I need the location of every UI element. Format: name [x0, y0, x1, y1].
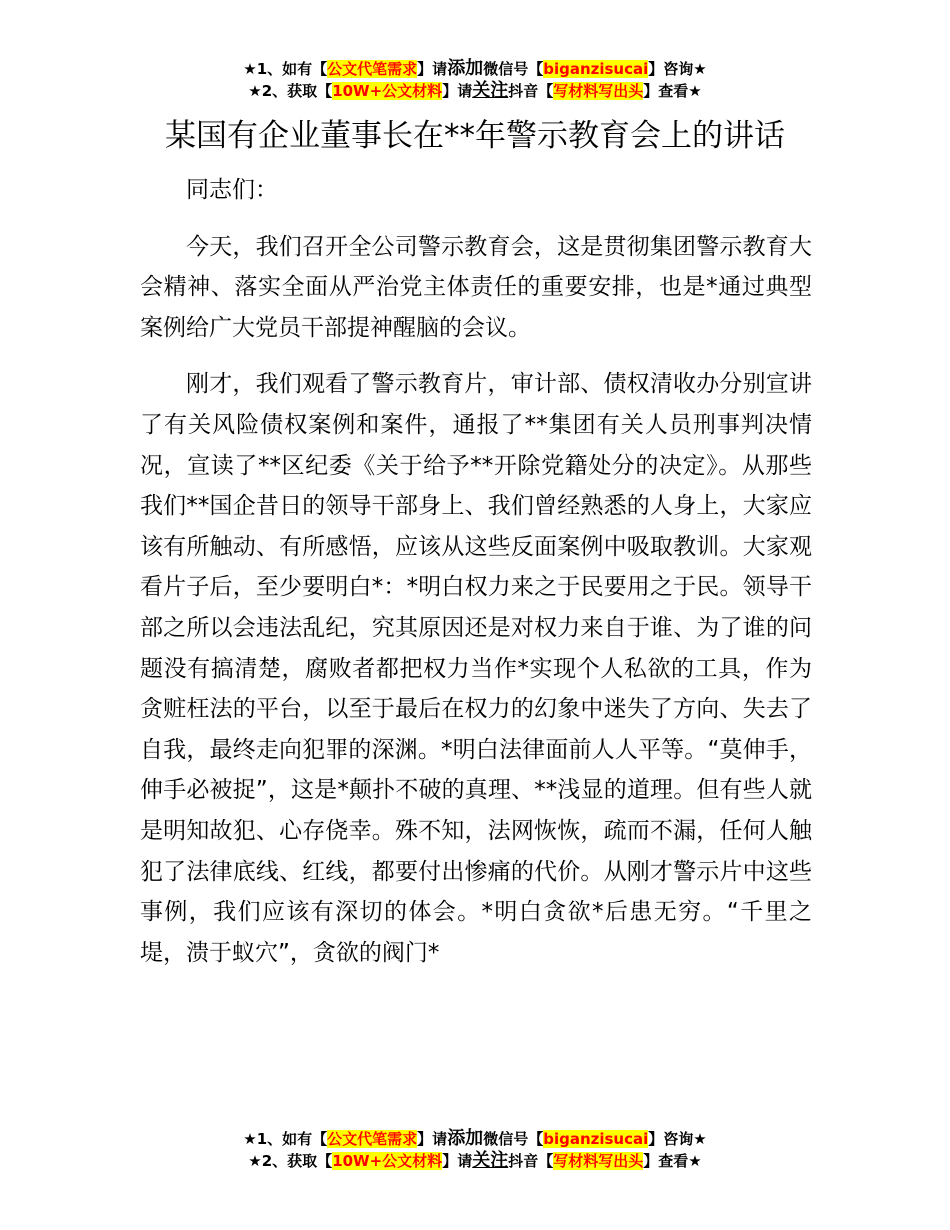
promo-text: 微信号【 — [483, 60, 544, 78]
paragraph: 刚才，我们观看了警示教育片，审计部、债权清收办分别宣讲了有关风险债权案例和案件，通报了**集团有关人员刑事判决情况，宣读了**区纪委《关于给予**开除党籍处分的决定》。从那些我们**国企昔日的领导干部身上、我们曾经熟悉的人身上，大家应该有所触动、有所感悟，应该从这些反面案例中吸取教训。大家观看片子后，至少要明白*：*明白权力来之于民要用之于民。领导干部之所以会违法乱纪，究其原因还是对权力来自于谁、为了谁的问题没有搞清楚，腐败者都把权力当作*实现个人私欲的工具，作为贪赃枉法的平台，以至于最后在权力的幻象中迷失了方向、失去了自我，最终走向犯罪的深渊。*明白法律面前人人平等。“莫伸手，伸手必被捉”，这是*颠扑不破的真理、**浅显的道理。但有些人就是明知故犯、心存侥幸。殊不知，法网恢恢，疏而不漏，任何人触犯了法律底线、红线，都要付出惨痛的代价。从刚才警示片中这些事例，我们应该有深切的体会。*明白贪欲*后患无穷。“千里之堤，溃于蚁穴”，贪欲的阀门* — [140, 371, 812, 966]
promo-text: 】请 — [442, 82, 473, 100]
promo-text: ★2、获取【 — [248, 1152, 333, 1170]
promo-text: ★2、获取【 — [248, 82, 333, 100]
promo-highlight: 公文代笔需求 — [327, 60, 418, 78]
header-promo-banner — [0, 58, 950, 102]
promo-text: 微信号【 — [483, 1130, 544, 1148]
promo-emphasis: 关注 — [472, 1150, 509, 1171]
promo-line-1 — [0, 58, 950, 80]
promo-highlight: 公文代笔需求 — [327, 1130, 418, 1148]
promo-text: 抖音【 — [508, 1152, 554, 1170]
paragraph: 今天，我们召开全公司警示教育会，这是贯彻集团警示教育大会精神、落实全面从严治党主体责任的重要安排，也是*通过典型案例给广大党员干部提神醒脑的会议。 — [140, 233, 812, 341]
promo-line-2 — [0, 80, 950, 102]
promo-text: 】咨询★ — [648, 1130, 707, 1148]
document-title: 某国有企业董事长在**年警示教育会上的讲话 — [165, 118, 785, 154]
promo-line-1 — [0, 1128, 950, 1150]
promo-text: ★1、如有【 — [243, 60, 328, 78]
promo-highlight: 10W+公文材料 — [332, 82, 443, 100]
promo-text: 】查看★ — [643, 1152, 702, 1170]
promo-text: ★1、如有【 — [243, 1130, 328, 1148]
promo-highlight-douyin-id: 写材料写出头 — [553, 1152, 644, 1170]
promo-text: 】查看★ — [643, 82, 702, 100]
promo-line-2 — [0, 1150, 950, 1172]
promo-text: 】请 — [417, 60, 448, 78]
promo-emphasis: 添加 — [447, 58, 484, 79]
footer-promo-banner — [0, 1128, 950, 1172]
promo-text: 】请 — [442, 1152, 473, 1170]
promo-text: 】请 — [417, 1130, 448, 1148]
promo-highlight-wechat-id: biganzisucai — [543, 1130, 649, 1148]
promo-text: 抖音【 — [508, 82, 554, 100]
document-body — [140, 170, 812, 973]
promo-text: 】咨询★ — [648, 60, 707, 78]
promo-highlight: 10W+公文材料 — [332, 1152, 443, 1170]
promo-highlight-wechat-id: biganzisucai — [543, 60, 649, 78]
promo-highlight-douyin-id: 写材料写出头 — [553, 82, 644, 100]
promo-emphasis: 添加 — [447, 1128, 484, 1149]
salutation: 同志们： — [186, 177, 278, 203]
promo-emphasis: 关注 — [472, 80, 509, 101]
